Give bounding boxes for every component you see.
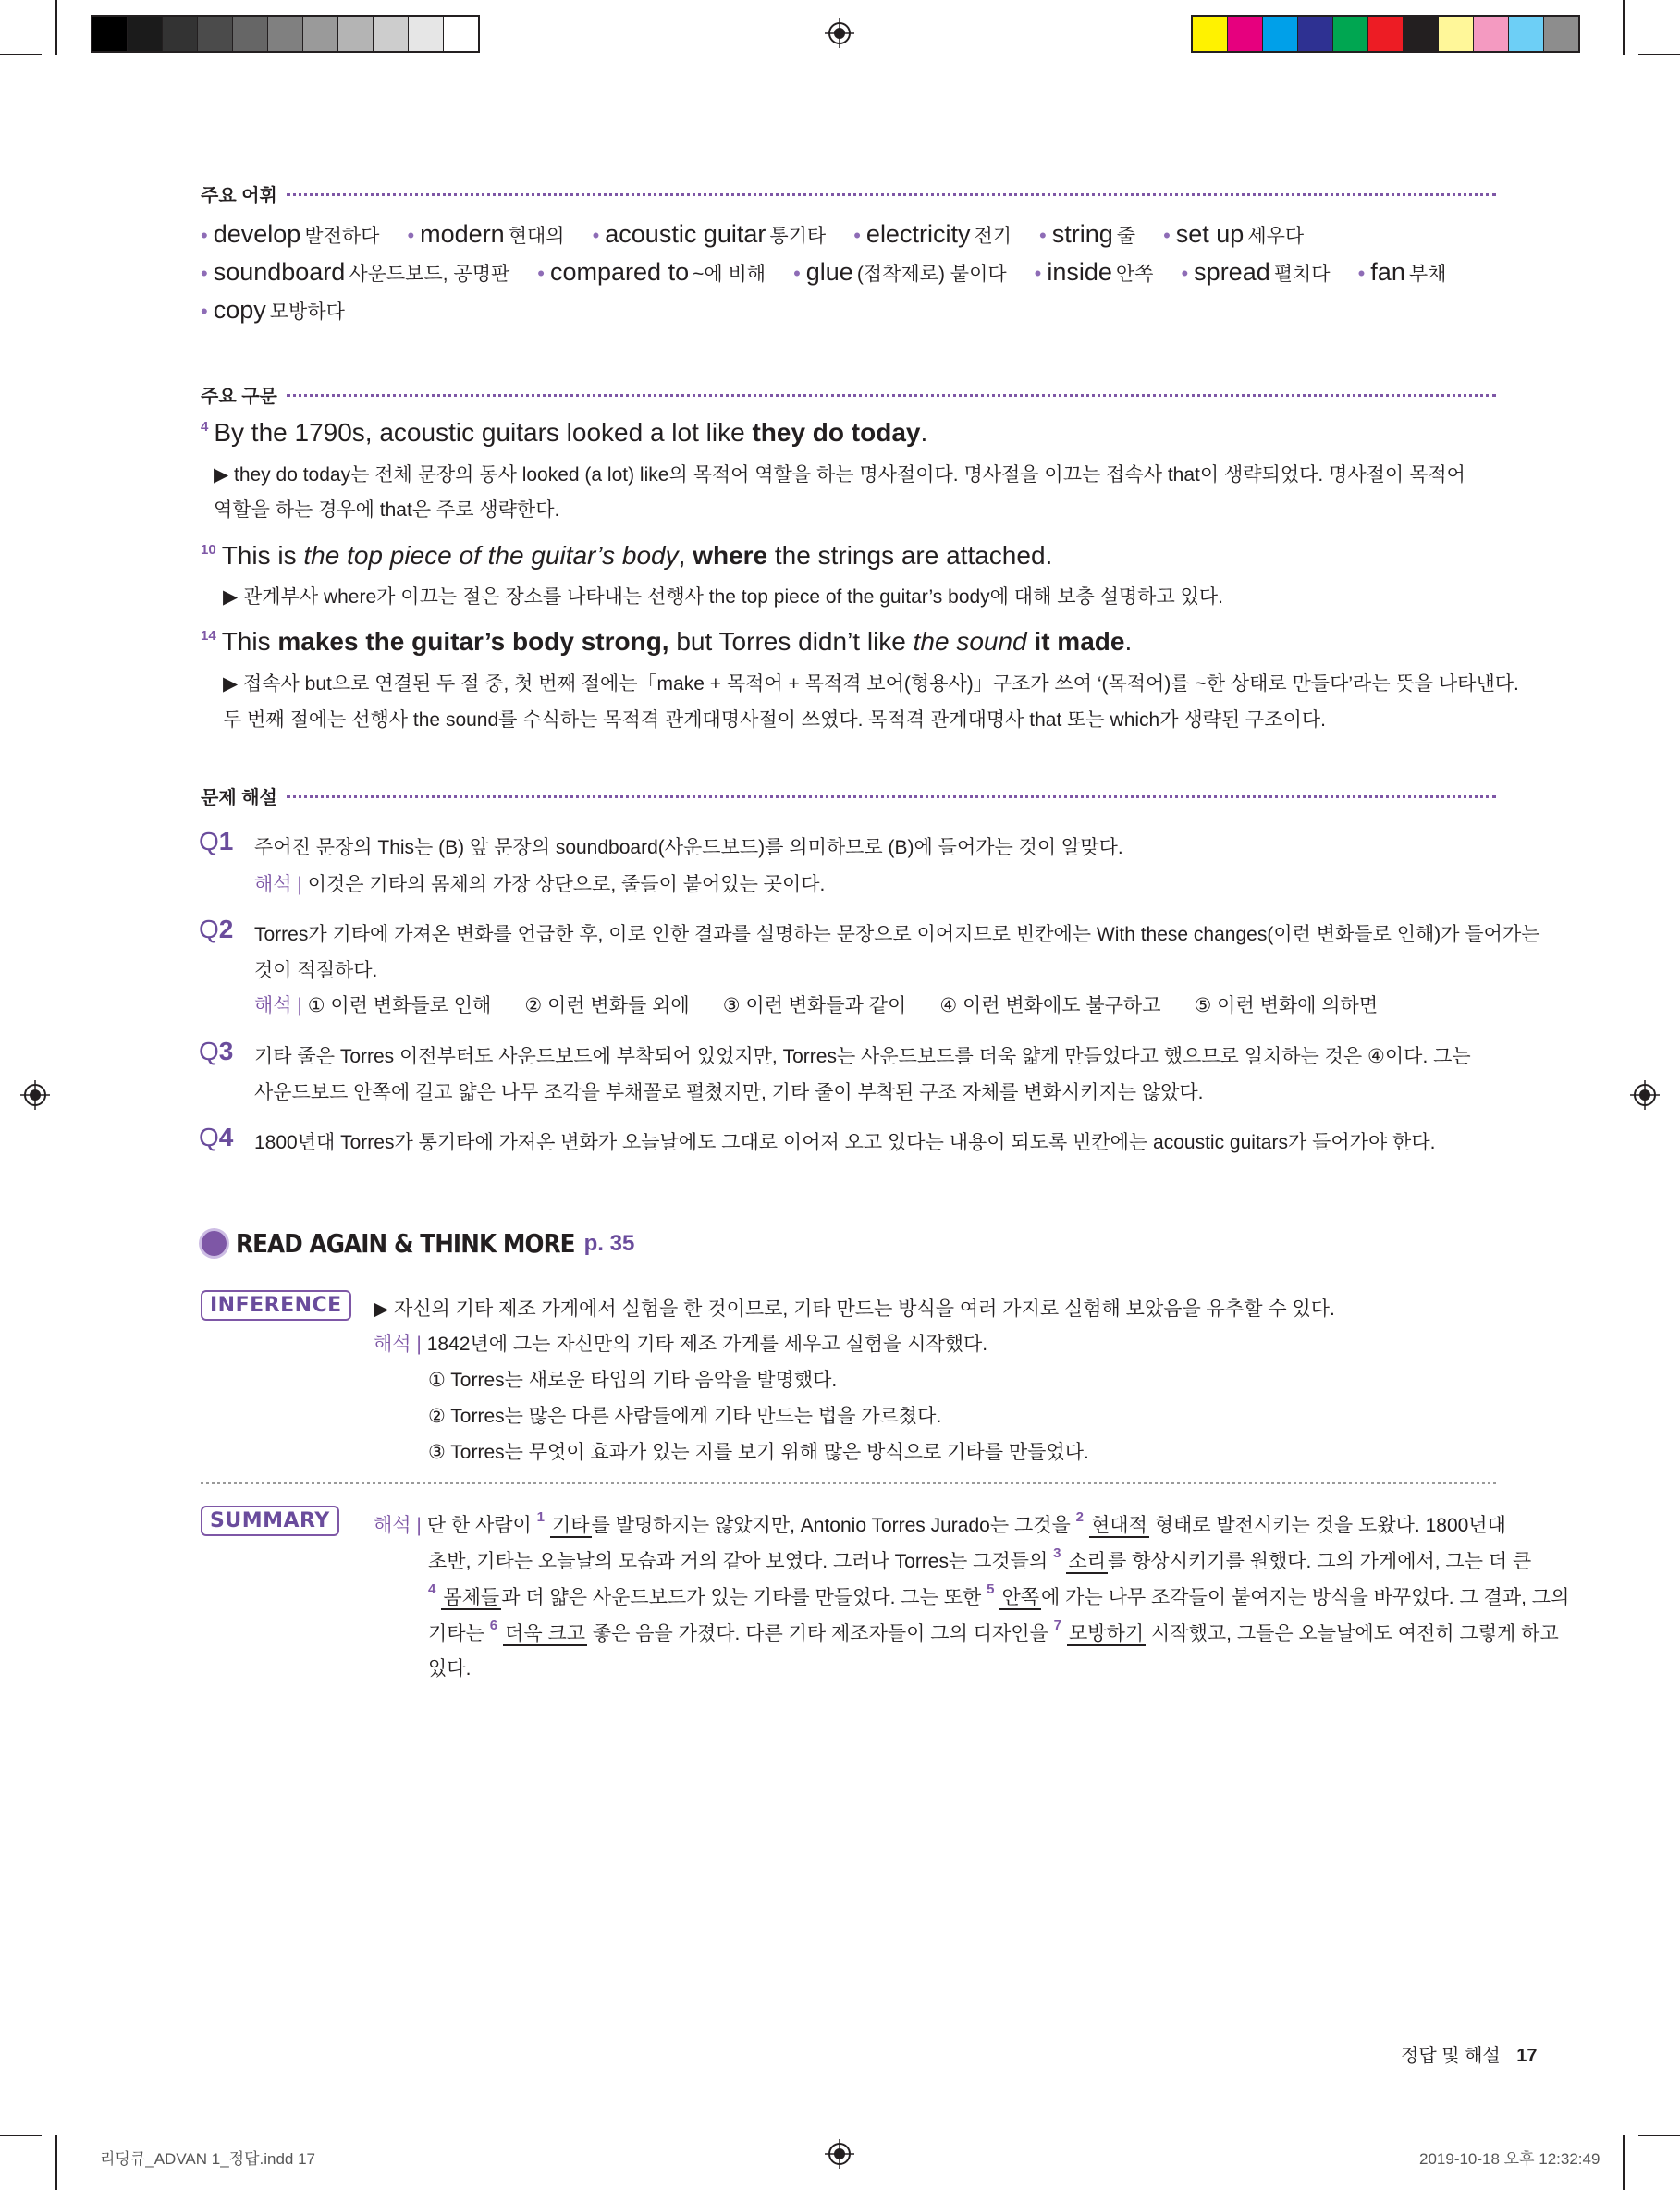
color-swatch — [1228, 17, 1263, 51]
read-again-heading — [202, 1228, 634, 1259]
vocab-item — [1035, 258, 1154, 287]
q-number: 2 — [218, 915, 234, 943]
vocab-word: compared to — [550, 258, 690, 286]
registration-mark-icon — [20, 1080, 50, 1110]
dotted-rule — [287, 193, 1496, 196]
crop-mark — [1638, 2135, 1680, 2136]
summary-line — [428, 1545, 1531, 1574]
vocab-word: copy — [213, 296, 266, 324]
q4-text: 1800년대 Torres가 통기타에 가져온 변화가 오늘날에도 그대로 이어져 오고 있다는 내용이 되도록 빈칸에는 acoustic guitars가 들어가야 한다. — [254, 1132, 1436, 1153]
vocab-meaning: 사운드보드, 공명판 — [349, 264, 510, 285]
vocab-meaning: 줄 — [1116, 226, 1136, 247]
translation-option: ③ 이런 변화들과 같이 — [722, 995, 907, 1016]
vocab-row — [201, 296, 373, 325]
question-label-q1 — [199, 827, 233, 856]
key-sentence-2 — [201, 541, 1052, 571]
translation-label: 해석 | — [254, 874, 302, 895]
blank-number: 2 — [1075, 1509, 1084, 1525]
summary-text: 시작했고, 그들은 오늘날에도 여전히 그렇게 하고 — [1146, 1623, 1559, 1644]
q-number: 4 — [218, 1123, 234, 1151]
blank-answer: 몸체들 — [443, 1587, 500, 1608]
color-swatch — [1544, 17, 1578, 51]
bullet-icon: • — [1163, 224, 1171, 247]
color-swatch — [233, 17, 268, 51]
key-sentence-3 — [201, 627, 1132, 657]
q-number: 1 — [218, 827, 234, 855]
registration-mark-icon — [825, 18, 854, 48]
blank-answer: 모방하기 — [1069, 1623, 1145, 1644]
translation-label: 해석 | — [254, 995, 302, 1016]
summary-text: 과 더 얇은 사운드보드가 있는 기타를 만들었다. 그는 또한 — [501, 1587, 987, 1608]
vocab-item — [1358, 258, 1447, 287]
sentence-text: . — [1124, 627, 1133, 656]
summary-tag: SUMMARY — [201, 1506, 339, 1536]
sentence-note: ▶ 접속사 but으로 연결된 두 절 중, 첫 번째 절에는「make + 목적어 + 목적격 보어(형용사)」구조가 쓰여 ‘(목적어)를 ~한 상태로 만들다’라는 뜻을 나타낸다. — [223, 673, 1519, 695]
vocab-meaning: 발전하다 — [304, 226, 380, 247]
bullet-icon: • — [592, 224, 600, 247]
translation-label: 해석 | — [374, 1515, 422, 1536]
vocab-word: inside — [1047, 258, 1112, 286]
summary-line: 있다. — [428, 1658, 472, 1679]
crop-mark — [1623, 0, 1625, 55]
sentence-italic: the top piece of the guitar’s body — [303, 541, 679, 570]
blank-answer: 소리 — [1068, 1551, 1107, 1572]
color-swatch — [128, 17, 163, 51]
vocab-meaning: 통기타 — [769, 226, 827, 247]
color-swatch — [92, 17, 128, 51]
color-swatch — [1193, 17, 1228, 51]
q3-text: 기타 줄은 Torres 이전부터도 사운드보드에 부착되어 있었지만, Torres는 사운드보드를 더욱 얇게 만들었다고 했으므로 일치하는 것은 ④이다. 그는 — [254, 1046, 1471, 1067]
sentence-italic: the sound — [913, 627, 1027, 656]
translation-text: 1842년에 그는 자신만의 기타 제조 가게를 세우고 실험을 시작했다. — [426, 1334, 988, 1355]
summary-text: 초반, 기타는 오늘날의 모습과 거의 같아 보였다. 그러나 Torres는 그것들의 — [428, 1551, 1054, 1572]
vocab-item — [201, 220, 379, 249]
vocab-meaning: 안쪽 — [1115, 264, 1154, 285]
section-divider — [201, 1482, 1496, 1484]
sentence-text: , — [678, 541, 693, 570]
q-number: 3 — [218, 1037, 234, 1065]
color-swatch — [1474, 17, 1509, 51]
vocab-item — [407, 220, 564, 249]
structures-section-header — [201, 381, 1496, 408]
sentence-number: 14 — [201, 628, 216, 644]
q1-text: 주어진 문장의 This는 (B) 앞 문장의 soundboard(사운드보드)를 의미하므로 (B)에 들어가는 것이 알맞다. — [254, 837, 1123, 858]
vocab-row — [201, 220, 1331, 249]
sentence-text: This — [221, 627, 278, 656]
color-swatch — [338, 17, 374, 51]
bullet-icon: • — [201, 300, 208, 323]
questions-section-header — [201, 782, 1496, 809]
blank-answer: 안쪽 — [1001, 1587, 1040, 1608]
color-swatch — [1298, 17, 1333, 51]
blank-answer: 더욱 크고 — [505, 1623, 586, 1644]
summary-text: 좋은 음을 가졌다. 다른 기타 제조자들이 그의 디자인을 — [587, 1623, 1054, 1644]
sentence-bold: where — [693, 541, 768, 570]
vocab-word: string — [1051, 220, 1113, 248]
color-swatch — [1333, 17, 1368, 51]
sentence-text: the strings are attached. — [767, 541, 1053, 570]
blank-number: 1 — [536, 1509, 545, 1525]
blank-number: 4 — [428, 1581, 436, 1597]
vocab-word: acoustic guitar — [605, 220, 766, 248]
sentence-text: but Torres didn’t like — [668, 627, 914, 656]
sentence-number: 10 — [201, 542, 216, 558]
summary-text: 형태로 발전시키는 것을 도왔다. 1800년대 — [1148, 1515, 1506, 1536]
summary-line — [428, 1618, 1559, 1646]
color-swatch — [1368, 17, 1404, 51]
q2-translation — [254, 990, 1411, 1018]
crop-mark — [55, 0, 57, 55]
crop-mark — [55, 2135, 57, 2190]
vocab-item — [1039, 220, 1135, 249]
color-swatch — [1263, 17, 1298, 51]
vocab-item — [593, 220, 827, 249]
read-again-title: READ AGAIN & THINK MORE — [236, 1228, 575, 1259]
inference-tag: INFERENCE — [201, 1290, 351, 1321]
vocab-section-header — [201, 180, 1496, 207]
inference-option: ① Torres는 새로운 타입의 기타 음악을 발명했다. — [428, 1370, 838, 1391]
vocab-meaning: 현대의 — [508, 226, 565, 247]
sentence-number: 4 — [201, 419, 209, 435]
vocab-word: set up — [1175, 220, 1245, 248]
summary-line — [374, 1509, 1506, 1538]
bullet-icon: • — [1181, 262, 1189, 285]
question-label-q4 — [199, 1123, 233, 1152]
page-footer — [1401, 2040, 1538, 2067]
footer-label: 정답 및 해설 — [1401, 2046, 1501, 2066]
vocab-item — [853, 220, 1012, 249]
color-swatch — [374, 17, 409, 51]
registration-mark-icon — [1630, 1080, 1660, 1110]
color-swatch — [198, 17, 233, 51]
vocab-meaning: 부채 — [1408, 264, 1447, 285]
q-letter: Q — [199, 827, 219, 855]
key-sentence-1 — [201, 418, 927, 448]
color-swatch — [163, 17, 198, 51]
sentence-note: ▶ 관계부사 where가 이끄는 절은 장소를 나타내는 선행사 the top piece of the guitar’s body에 대해 보충 설명하고 있다. — [223, 586, 1223, 608]
inference-text: ▶ 자신의 기타 제조 가게에서 실험을 한 것이므로, 기타 만드는 방식을 여러 가지로 실험해 보았음을 유추할 수 있다. — [374, 1298, 1335, 1320]
inference-option: ③ Torres는 무엇이 효과가 있는 지를 보기 위해 많은 방식으로 기타를 만들었다. — [428, 1442, 1089, 1463]
crop-mark — [1638, 54, 1680, 55]
vocab-item — [793, 258, 1007, 287]
blank-number: 3 — [1053, 1545, 1061, 1561]
color-swatch — [268, 17, 303, 51]
vocab-meaning: 모방하다 — [269, 301, 345, 323]
translation-option: ④ 이런 변화에도 불구하고 — [939, 995, 1161, 1016]
q3-text: 사운드보드 안쪽에 길고 얇은 나무 조각을 부채꼴로 펼쳤지만, 기타 줄이 부착된 구조 자체를 변화시키지는 않았다. — [254, 1082, 1204, 1103]
q1-translation — [254, 869, 825, 897]
summary-text: 를 발명하지는 않았지만, Antonio Torres Jurado는 그것을 — [591, 1515, 1076, 1536]
color-swatch — [1509, 17, 1544, 51]
blank-answer: 현대적 — [1091, 1515, 1147, 1536]
translation-label: 해석 | — [374, 1334, 422, 1355]
summary-text: 에 가는 나무 조각들이 붙여지는 방식을 바꾸었다. 그 결과, 그의 — [1041, 1587, 1570, 1608]
translation-text: 이것은 기타의 몸체의 가장 상단으로, 줄들이 붙어있는 곳이다. — [307, 874, 826, 895]
vocab-item — [537, 258, 766, 287]
vocab-item — [201, 296, 345, 325]
vocab-word: electricity — [865, 220, 971, 248]
vocab-row — [201, 258, 1474, 287]
vocab-meaning: 세우다 — [1247, 226, 1305, 247]
question-label-q2 — [199, 915, 233, 944]
bullet-icon: • — [1034, 262, 1042, 285]
gray-color-bar — [91, 15, 480, 53]
process-color-bar — [1191, 15, 1580, 53]
sentence-note: 역할을 하는 경우에 that은 주로 생략한다. — [214, 499, 560, 521]
dotted-rule — [287, 795, 1496, 798]
summary-line — [428, 1581, 1569, 1610]
vocab-item — [1163, 220, 1304, 249]
bullet-icon: • — [1357, 262, 1366, 285]
inference-option: ② Torres는 많은 다른 사람들에게 기타 만드는 법을 가르쳤다. — [428, 1406, 942, 1427]
vocab-word: develop — [213, 220, 301, 248]
sentence-text: This is — [221, 541, 304, 570]
bullet-icon: • — [201, 224, 208, 247]
q-letter: Q — [199, 1123, 219, 1151]
translation-option: ① 이런 변화들로 인해 — [307, 995, 492, 1016]
read-again-page: p. 35 — [583, 1230, 635, 1256]
color-swatch — [303, 17, 338, 51]
q2-text: 것이 적절하다. — [254, 960, 378, 981]
translation-option: ② 이런 변화들 외에 — [524, 995, 690, 1016]
bullet-icon: • — [407, 224, 415, 247]
crop-mark — [1623, 2135, 1625, 2190]
structures-section-title: 주요 구문 — [201, 387, 277, 407]
vocab-word: soundboard — [213, 258, 346, 286]
inference-translation — [374, 1329, 987, 1357]
summary-text: 단 한 사람이 — [426, 1515, 537, 1536]
vocab-word: glue — [805, 258, 853, 286]
blank-answer: 기타 — [552, 1515, 590, 1536]
sentence-bold: makes the guitar’s body strong, — [277, 627, 669, 656]
timestamp-slug: 2019-10-18 오후 12:32:49 — [1419, 2150, 1600, 2168]
vocab-meaning: ~에 비해 — [693, 264, 766, 285]
sentence-bold: it made — [1034, 627, 1125, 656]
translation-option: ⑤ 이런 변화에 의하면 — [1194, 995, 1379, 1016]
crop-mark — [0, 2135, 42, 2136]
q2-text: Torres가 기타에 가져온 변화를 언급한 후, 이로 인한 결과를 설명하는 문장으로 이어지므로 빈칸에는 With these changes(이런 변화들로 인해)가 들어가는 — [254, 924, 1540, 945]
bullet-circle-icon — [202, 1231, 227, 1256]
sentence-note: ▶ they do today는 전체 문장의 동사 looked (a lot) like의 목적어 역할을 하는 명사절이다. 명사절을 이끄는 접속사 that이 생략되었다. 명사절이 목적어 — [214, 464, 1465, 486]
bullet-icon: • — [537, 262, 545, 285]
sentence-text: By the 1790s, acoustic guitars looked a lot like — [214, 418, 753, 447]
bullet-icon: • — [201, 262, 208, 285]
summary-text: 를 향상시키기를 원했다. 그의 가게에서, 그는 더 큰 — [1108, 1551, 1532, 1572]
vocab-section-title: 주요 어휘 — [201, 186, 277, 206]
vocab-item — [201, 258, 509, 287]
questions-section-title: 문제 해설 — [201, 788, 277, 808]
bullet-icon: • — [853, 224, 861, 247]
question-label-q3 — [199, 1037, 233, 1066]
registration-mark-icon — [825, 2139, 854, 2169]
color-swatch — [1439, 17, 1474, 51]
color-swatch — [1404, 17, 1439, 51]
bullet-icon: • — [793, 262, 801, 285]
blank-number: 6 — [489, 1618, 498, 1633]
vocab-item — [1181, 258, 1330, 287]
translation-options — [308, 995, 1411, 1016]
color-swatch — [444, 17, 478, 51]
sentence-note: 두 번째 절에는 선행사 the sound를 수식하는 목적격 관계대명사절이 쓰였다. 목적격 관계대명사 that 또는 which가 생략된 구조이다. — [223, 709, 1327, 731]
q-letter: Q — [199, 1037, 219, 1065]
vocab-meaning: 전기 — [974, 226, 1012, 247]
file-slug: 리딩큐_ADVAN 1_정답.indd 17 — [100, 2150, 316, 2168]
vocab-word: fan — [1370, 258, 1405, 286]
blank-number: 7 — [1053, 1618, 1062, 1633]
dotted-rule — [287, 394, 1496, 397]
sentence-bold: they do today — [752, 418, 921, 447]
summary-text: 기타는 — [428, 1623, 490, 1644]
sentence-text: . — [920, 418, 928, 447]
vocab-meaning: (접착제로) 붙이다 — [856, 264, 1007, 285]
crop-mark — [0, 54, 42, 55]
bullet-icon: • — [1039, 224, 1047, 247]
q-letter: Q — [199, 915, 219, 943]
vocab-word: spread — [1194, 258, 1270, 286]
page-number: 17 — [1516, 2046, 1538, 2066]
color-swatch — [409, 17, 444, 51]
blank-number: 5 — [987, 1581, 995, 1597]
vocab-meaning: 펼치다 — [1273, 264, 1331, 285]
vocab-word: modern — [420, 220, 505, 248]
